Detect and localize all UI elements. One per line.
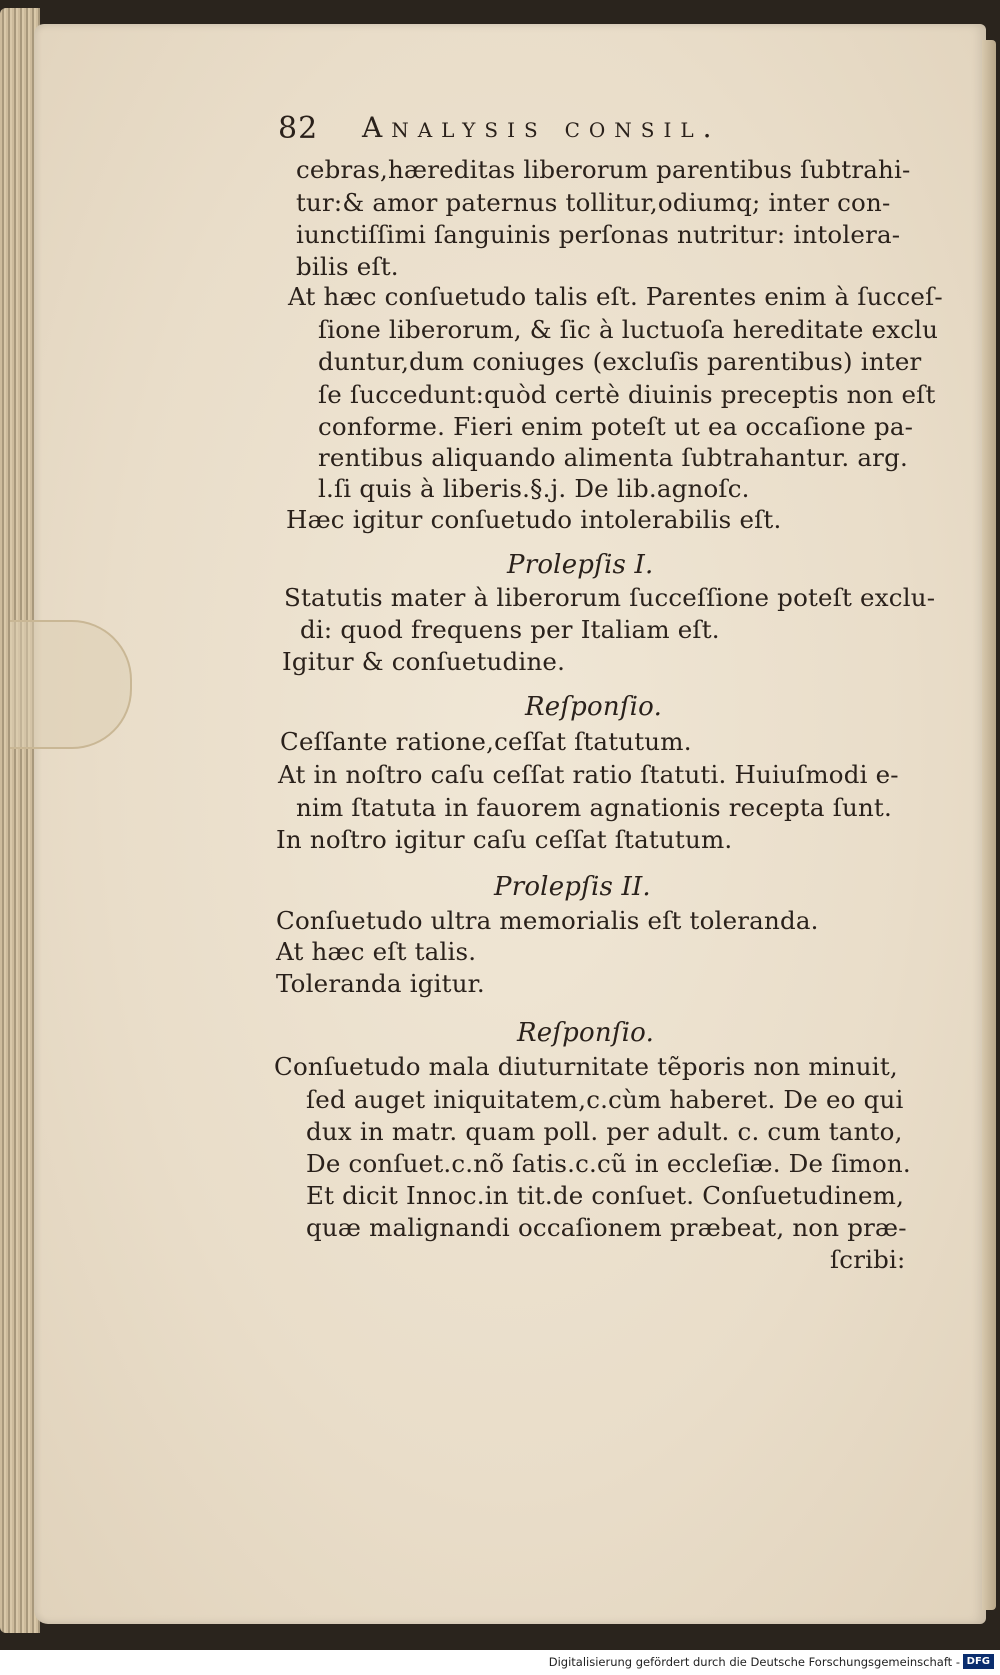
- text-line: iunctiſſimi ſanguinis perſonas nutritur: intolera-: [296, 220, 901, 249]
- text-line: De conſuet.c.nõ ſatis.c.cũ in eccleſiæ. De ſimon.: [306, 1149, 911, 1178]
- text-line: Conſuetudo ultra memorialis eſt toleranda.: [276, 906, 819, 935]
- text-line: At hæc conſuetudo talis eſt. Parentes enim à ſucceſ-: [288, 282, 943, 311]
- text-line: l.ſi quis à liberis.§.j. De lib.agnoſc.: [318, 474, 750, 503]
- catchword: ſcribi:: [830, 1245, 906, 1274]
- text-line: Et dicit Innoc.in tit.de conſuet. Conſuetudinem,: [306, 1181, 905, 1210]
- text-line: ſed auget iniquitatem,c.cùm haberet. De eo qui: [306, 1085, 904, 1114]
- text-line: bilis eſt.: [296, 252, 399, 281]
- dfg-logo: DFG: [963, 1654, 994, 1669]
- page-number: 82: [278, 111, 319, 146]
- text-line: cebras,hæreditas liberorum parentibus ſubtrahi-: [296, 155, 911, 184]
- text-line: dux in matr. quam poll. per adult. c. cum tanto,: [306, 1117, 903, 1146]
- text-line: Igitur & conſuetudine.: [282, 647, 566, 676]
- text-line: Hæc igitur conſuetudo intolerabilis eſt.: [286, 505, 782, 534]
- text-line: Ceſſante ratione,ceſſat ſtatutum.: [280, 727, 692, 756]
- section-heading: Prolepſis I.: [507, 550, 654, 580]
- footer-credit: Digitalisierung gefördert durch die Deutsche Forschungsgemeinschaft -: [548, 1655, 960, 1669]
- text-line: di: quod frequens per Italiam eſt.: [300, 615, 720, 644]
- text-line: ſe ſuccedunt:quòd certè diuinis preceptis non eſt: [318, 380, 936, 409]
- text-line: At in noſtro caſu ceſſat ratio ſtatuti. Huiuſmodi e-: [278, 760, 899, 789]
- section-heading: Reſponſio.: [525, 692, 663, 722]
- text-line: In noſtro igitur caſu ceſſat ſtatutum.: [276, 825, 733, 854]
- text-line: Toleranda igitur.: [276, 969, 485, 998]
- text-line: rentibus aliquando alimenta ſubtrahantur. arg.: [318, 443, 908, 472]
- text-line: At hæc eſt talis.: [276, 937, 477, 966]
- text-line: duntur,dum coniuges (excluſis parentibus) inter: [318, 347, 922, 376]
- digitization-footer: [0, 1650, 1000, 1675]
- text-line: nim ſtatuta in fauorem agnationis recepta ſunt.: [296, 793, 892, 822]
- text-line: ſione liberorum, & ſic à luctuoſa hereditate exclu: [318, 315, 939, 344]
- text-line: quæ malignandi occaſionem præbeat, non præ-: [306, 1213, 907, 1242]
- text-line: tur:& amor paternus tollitur,odiumq; inter con-: [296, 188, 891, 217]
- running-head: Analysis consil.: [362, 111, 721, 144]
- section-heading: Reſponſio.: [517, 1018, 655, 1048]
- text-line: conforme. Fieri enim poteſt ut ea occaſione pa-: [318, 412, 914, 441]
- section-heading: Prolepſis II.: [494, 872, 651, 902]
- text-line: Statutis mater à liberorum ſucceſſione poteſt exclu-: [284, 583, 936, 612]
- text-line: Conſuetudo mala diuturnitate tẽporis non minuit,: [274, 1052, 898, 1081]
